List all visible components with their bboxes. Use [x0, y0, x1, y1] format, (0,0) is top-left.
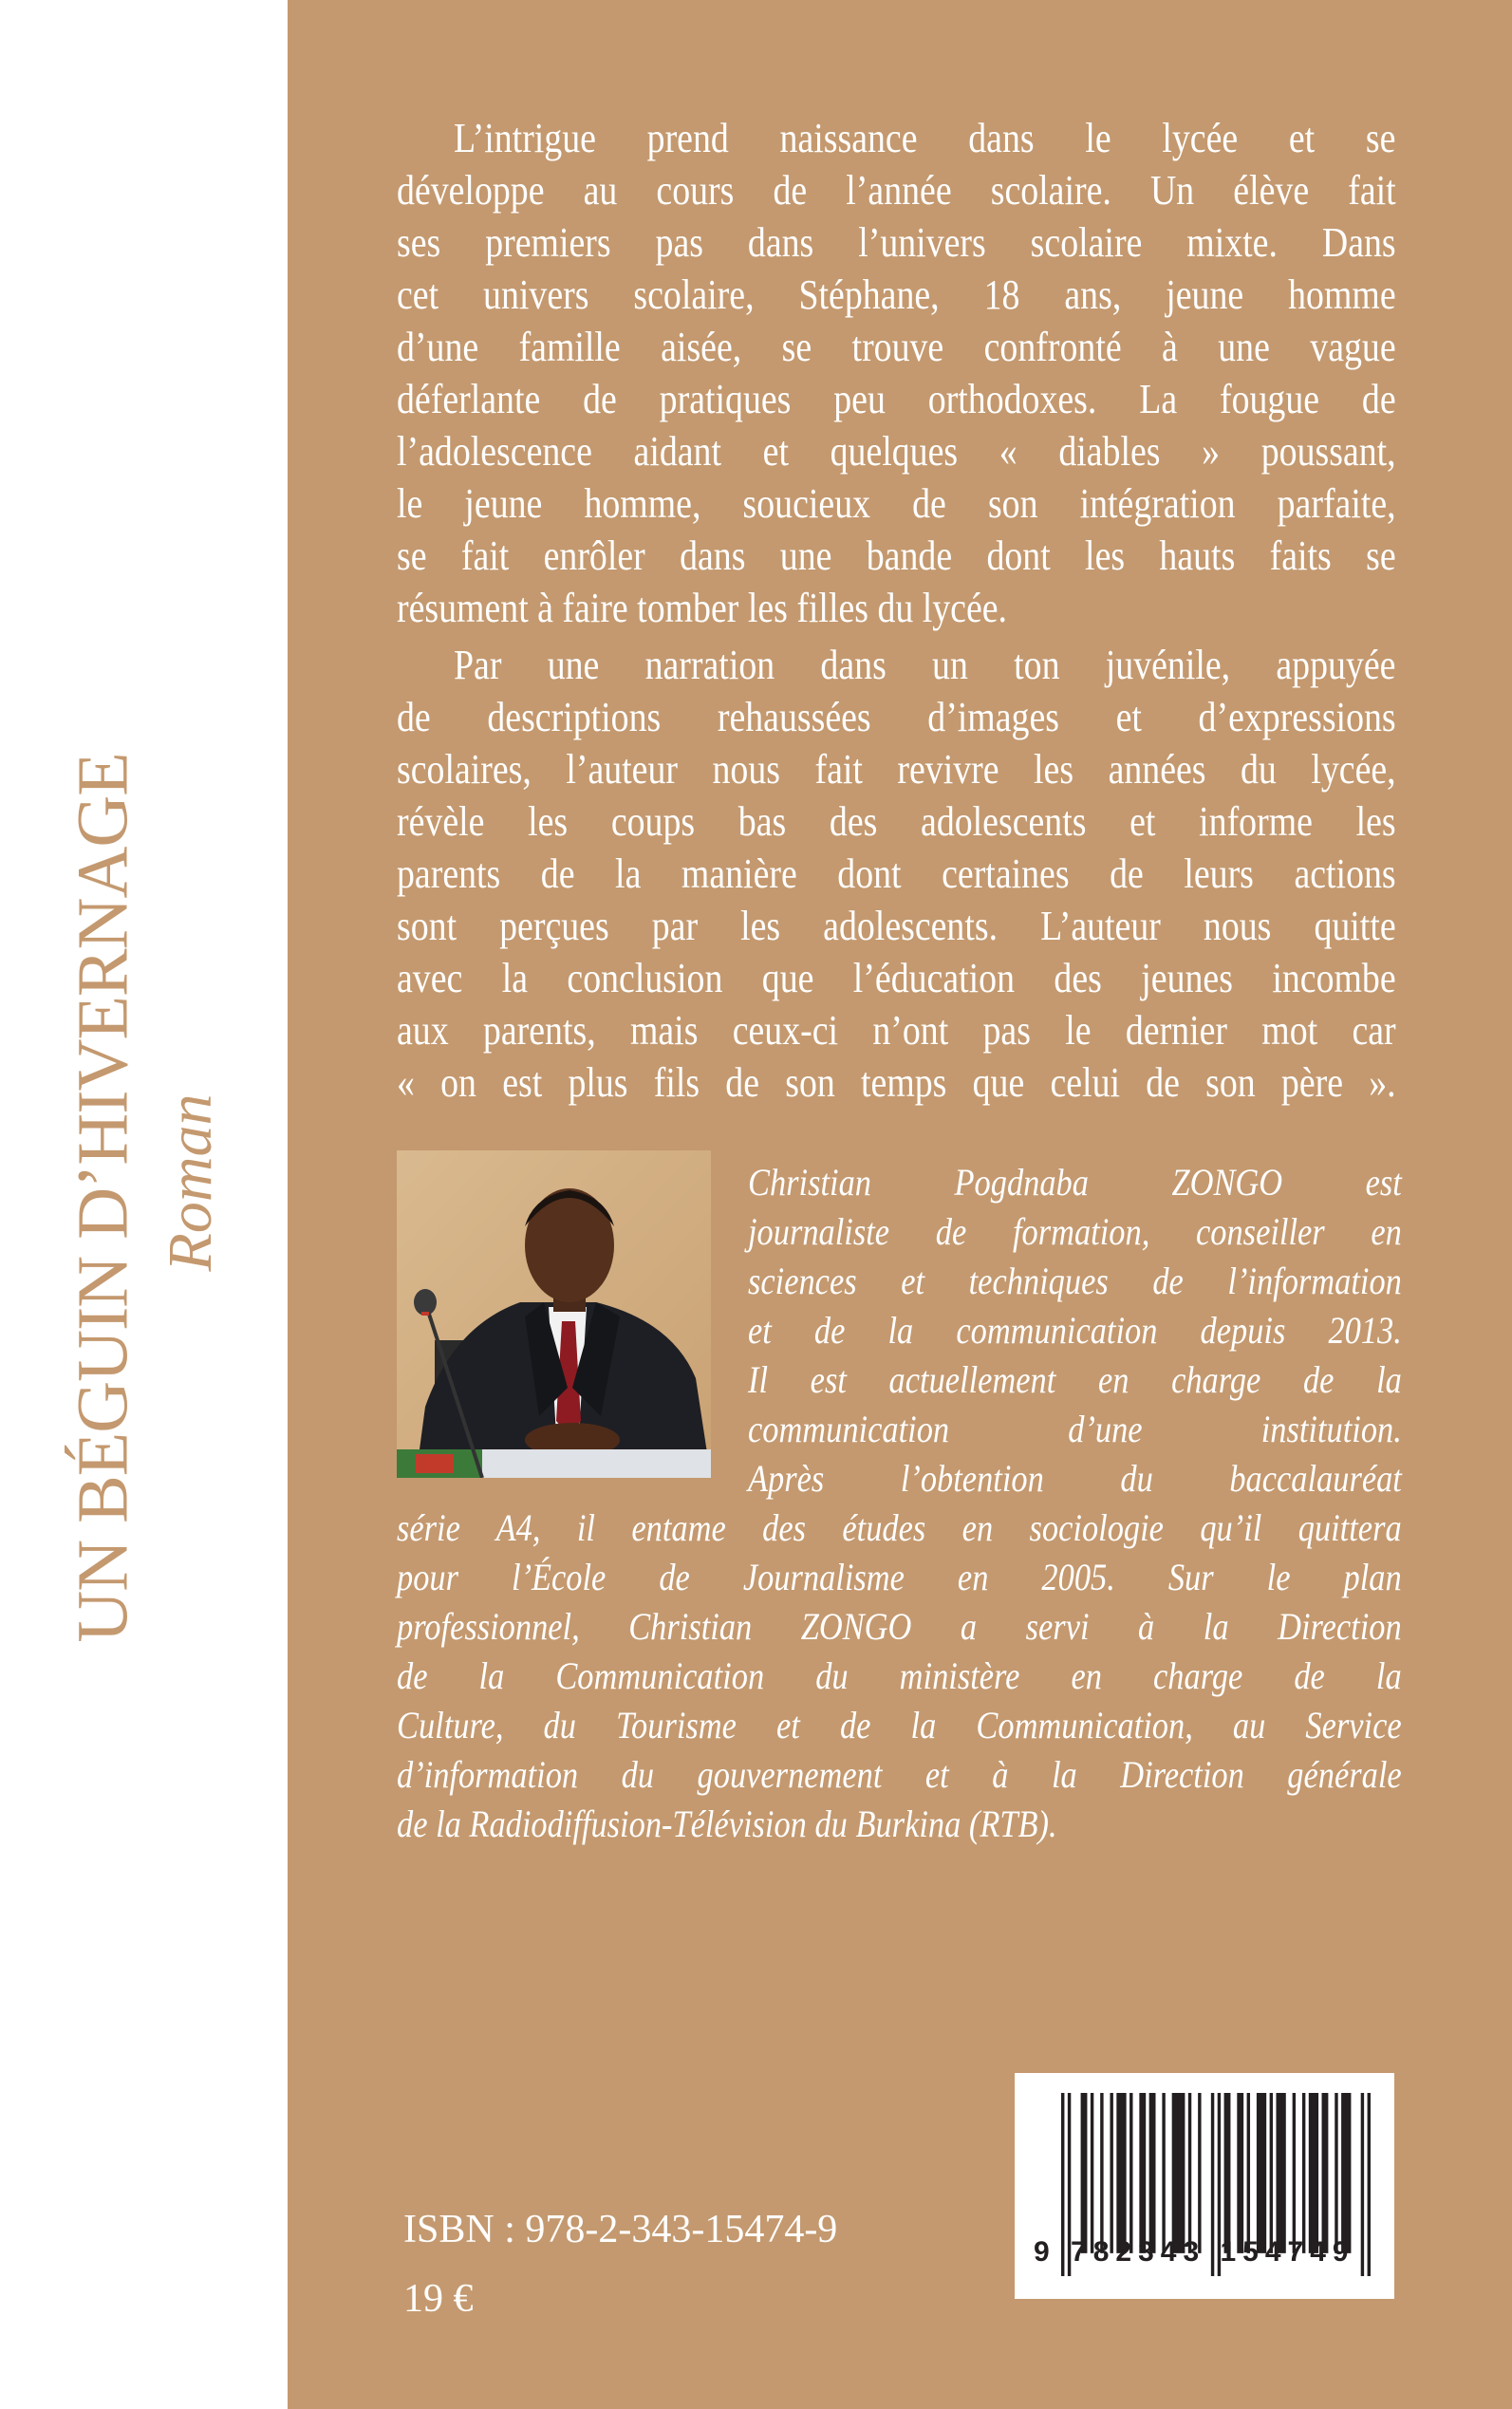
bio-line: sciences et techniques de l’information: [748, 1260, 1402, 1302]
text-line: d’une famille aisée, se trouve confronté à une vague: [397, 324, 1396, 370]
text-line: aux parents, mais ceux-ci n’ont pas le dernier mot car: [397, 1007, 1396, 1054]
text-line: résument à faire tomber les filles du lycée.: [397, 585, 1008, 631]
isbn-label: ISBN : 978-2-343-15474-9: [403, 2208, 838, 2251]
bio-line: Christian Pogdnaba ZONGO est: [748, 1161, 1402, 1204]
text-line: révèle les coups bas des adolescents et informe les: [397, 798, 1396, 845]
bio-line: de la Communication du ministère en charge de la: [397, 1654, 1402, 1697]
bio-line: professionnel, Christian ZONGO a servi à la Direction: [397, 1605, 1402, 1648]
book-spine: [0, 0, 288, 2409]
text-line: « on est plus fils de son temps que celui de son père ».: [397, 1059, 1396, 1106]
price-label: 19 €: [403, 2277, 474, 2321]
barcode-digits: 9 782343 154749: [1034, 2236, 1355, 2268]
bio-line: d’information du gouvernement et à la Direction générale: [397, 1753, 1402, 1796]
text-line: cet univers scolaire, Stéphane, 18 ans, jeune homme: [397, 271, 1396, 318]
author-photo: [397, 1150, 711, 1478]
text-line: avec la conclusion que l’éducation des jeunes incombe: [397, 955, 1396, 1001]
text-line: sont perçues par les adolescents. L’auteur nous quitte: [397, 903, 1396, 949]
bio-line: série A4, il entame des études en sociologie qu’il quittera: [397, 1506, 1402, 1549]
text-line: se fait enrôler dans une bande dont les hauts faits se: [397, 532, 1396, 579]
bio-line: Culture, du Tourisme et de la Communication, au Service: [397, 1704, 1402, 1746]
text-line: développe au cours de l’année scolaire. Un élève fait: [397, 167, 1396, 214]
bio-line: communication d’une institution.: [748, 1408, 1402, 1450]
spine-title: UN BÉGUIN D’HIVERNAGE: [63, 753, 143, 1643]
text-line: parents de la manière dont certaines de leurs actions: [397, 850, 1396, 897]
text-line: le jeune homme, soucieux de son intégration parfaite,: [397, 480, 1396, 527]
bio-line: Il est actuellement en charge de la: [748, 1358, 1402, 1401]
barcode: [1015, 2073, 1394, 2299]
text-line: de descriptions rehaussées d’images et d’expressions: [397, 694, 1396, 740]
bio-line: journaliste de formation, conseiller en: [748, 1210, 1402, 1253]
text-line: l’adolescence aidant et quelques « diables » poussant,: [397, 428, 1396, 475]
text-line: L’intrigue prend naissance dans le lycée et se: [454, 115, 1396, 161]
bio-line: et de la communication depuis 2013.: [748, 1309, 1402, 1352]
text-line: ses premiers pas dans l’univers scolaire mixte. Dans: [397, 219, 1396, 266]
text-line: scolaires, l’auteur nous fait revivre les années du lycée,: [397, 746, 1396, 793]
text-line: déferlante de pratiques peu orthodoxes. La fougue de: [397, 376, 1396, 422]
spine-subtitle: Roman: [156, 1093, 225, 1272]
bio-line: de la Radiodiffusion-Télévision du Burkina (RTB).: [397, 1802, 1057, 1845]
text-line: Par une narration dans un ton juvénile, appuyée: [454, 642, 1396, 688]
bio-line: pour l’École de Journalisme en 2005. Sur le plan: [397, 1556, 1402, 1598]
bio-line: Après l’obtention du baccalauréat: [748, 1457, 1402, 1500]
author-portrait-icon: [397, 1150, 711, 1478]
